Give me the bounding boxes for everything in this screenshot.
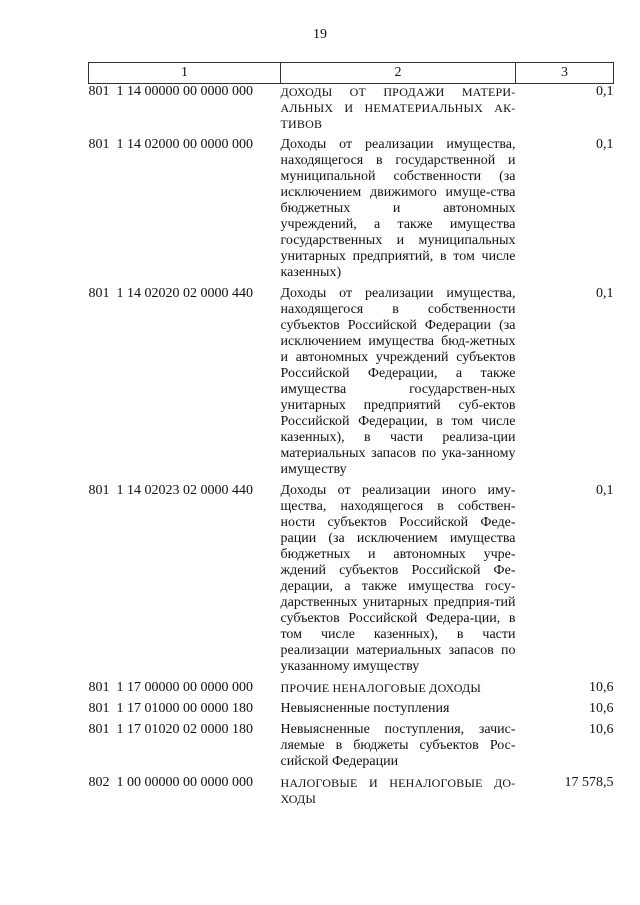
admin-code: 801 bbox=[88, 701, 110, 716]
code-cell bbox=[89, 680, 281, 701]
column-header-sum: 3 bbox=[516, 63, 614, 84]
table-row bbox=[89, 722, 614, 775]
revenue-name: Доходы от реализации иного иму-щества, находящегося в собствен-ности субъектов Российской Феде-рации (за исключением имущества бюджетных и автономных учре-ждений субъектов Российской Фе-дерации, а также имущества госу-дарственных унитарных предприя-тий субъектов Российской Федера-ции, в том числе казенных), в части реализации материальных запасов по указанному имуществу bbox=[280, 483, 516, 674]
table-row bbox=[89, 483, 614, 680]
revenue-sum: 0,1 bbox=[596, 137, 614, 152]
budget-classification-code: 1 00 00000 00 0000 000 bbox=[116, 775, 253, 790]
budget-classification-code: 1 17 01000 00 0000 180 bbox=[116, 701, 253, 716]
budget-classification-code: 1 14 02020 02 0000 440 bbox=[116, 286, 253, 301]
revenue-sum: 10,6 bbox=[589, 701, 614, 716]
code-cell bbox=[89, 286, 281, 483]
code-cell bbox=[89, 84, 281, 138]
revenue-name: Невыясненные поступления bbox=[280, 701, 450, 716]
revenue-sum: 10,6 bbox=[589, 722, 614, 737]
budget-classification-code: 1 17 01020 02 0000 180 bbox=[116, 722, 253, 737]
table-row bbox=[89, 137, 614, 286]
code-cell bbox=[89, 483, 281, 680]
table-header bbox=[89, 63, 614, 84]
admin-code: 801 bbox=[88, 483, 110, 498]
table-row bbox=[89, 286, 614, 483]
revenue-name: ДОХОДЫ ОТ ПРОДАЖИ МАТЕРИ-АЛЬНЫХ И НЕМАТЕРИАЛЬНЫХ АК-ТИВОВ bbox=[280, 85, 516, 131]
revenue-name: НАЛОГОВЫЕ И НЕНАЛОГОВЫЕ ДО-ХОДЫ bbox=[280, 776, 516, 806]
column-header-code: 1 bbox=[89, 63, 281, 84]
revenue-name: Доходы от реализации имущества, находящегося в собственности субъектов Российской Федерации (за исключением имущества бюд-жетных и автономных учреждений субъектов Российской Федерации, а также имущества государствен-ных унитарных предприятий суб-ектов Российской Федерации, в том числе казенных), в части реализа-ции материальных запасов по ука-занному имуществу bbox=[280, 286, 516, 477]
table-row bbox=[89, 680, 614, 701]
budget-classification-code: 1 14 02000 00 0000 000 bbox=[116, 137, 253, 152]
code-cell bbox=[89, 722, 281, 775]
budget-classification-code: 1 17 00000 00 0000 000 bbox=[116, 680, 253, 695]
admin-code: 801 bbox=[88, 680, 110, 695]
table-row bbox=[89, 84, 614, 138]
column-header-name: 2 bbox=[281, 63, 516, 84]
admin-code: 802 bbox=[88, 775, 110, 790]
admin-code: 801 bbox=[88, 722, 110, 737]
budget-classification-code: 1 14 02023 02 0000 440 bbox=[116, 483, 253, 498]
revenue-sum: 10,6 bbox=[589, 680, 614, 695]
revenue-sum: 17 578,5 bbox=[564, 775, 614, 790]
code-cell bbox=[89, 775, 281, 812]
revenue-name: Доходы от реализации имущества, находящегося в государственной и муниципальной собственности (за исключением движимого имуще-ства бюджетных и автономных учреждений, а также имущества государственных и муниципальных унитарных предприятий, в том числе казенных) bbox=[280, 137, 516, 280]
revenue-sum: 0,1 bbox=[596, 286, 614, 301]
revenue-sum: 0,1 bbox=[596, 84, 614, 99]
revenue-table bbox=[88, 62, 614, 812]
revenue-name: Невыясненные поступления, зачис-ляемые в бюджеты субъектов Рос-сийской Федерации bbox=[280, 722, 516, 769]
table-row bbox=[89, 701, 614, 722]
admin-code: 801 bbox=[88, 286, 110, 301]
page-number: 19 bbox=[313, 27, 327, 42]
revenue-sum: 0,1 bbox=[596, 483, 614, 498]
code-cell bbox=[89, 137, 281, 286]
code-cell bbox=[89, 701, 281, 722]
table-row bbox=[89, 775, 614, 812]
budget-classification-code: 1 14 00000 00 0000 000 bbox=[116, 84, 253, 99]
revenue-name: ПРОЧИЕ НЕНАЛОГОВЫЕ ДОХОДЫ bbox=[280, 681, 482, 695]
admin-code: 801 bbox=[88, 84, 110, 99]
admin-code: 801 bbox=[88, 137, 110, 152]
